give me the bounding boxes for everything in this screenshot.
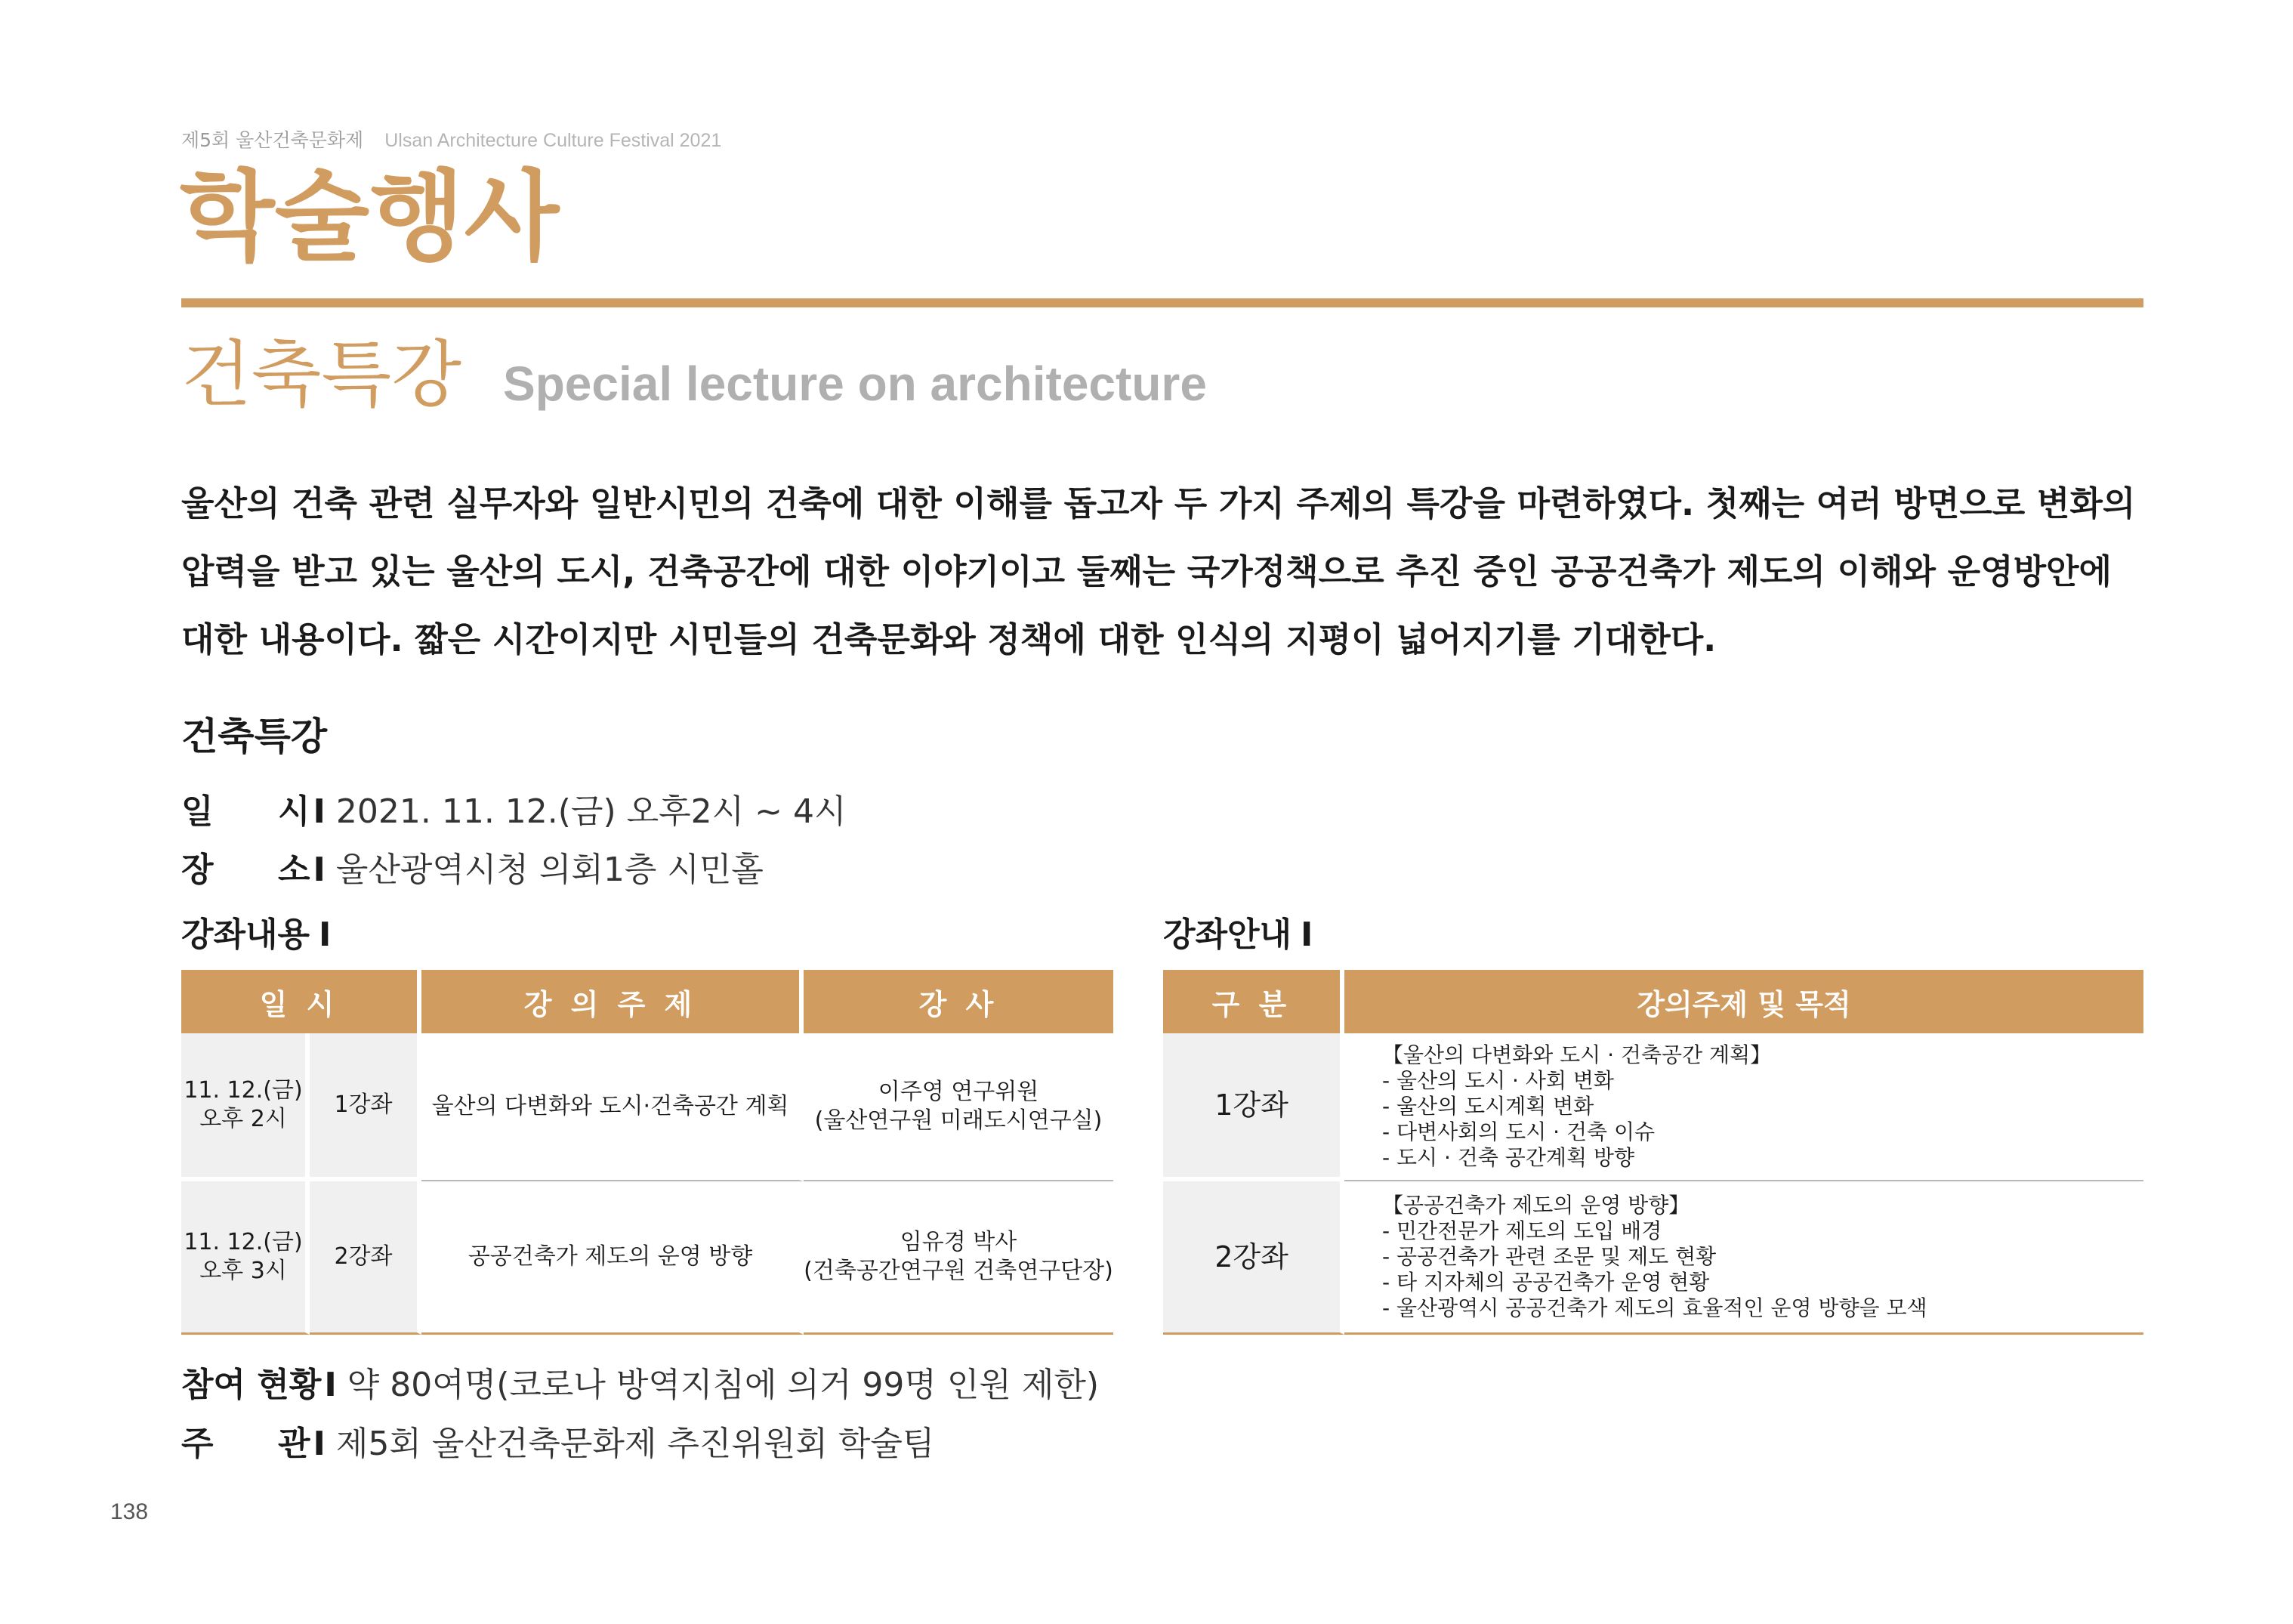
separator: I [313, 851, 326, 889]
description-line: - 울산의 도시 · 사회 변화 [1382, 1068, 1614, 1093]
lecture-guide-table [1163, 970, 2143, 1335]
lecturer-affiliation: (건축공간연구원 건축연구단장) [804, 1258, 1113, 1284]
lecture-guide-heading [1163, 915, 1313, 954]
festival-name-ko: 제5회 울산건축문화제 [181, 129, 364, 151]
lecturer-name: 임유경 박사 [900, 1229, 1017, 1255]
festival-name-en: Ulsan Architecture Culture Festival 2021 [384, 130, 722, 151]
place-value: 울산광역시청 의회1층 시민홀 [335, 851, 764, 889]
participation-row [181, 1366, 1100, 1404]
participation-value: 약 80여명(코로나 방역지침에 의거 99명 인원 제한) [347, 1366, 1100, 1404]
row-session: 1강좌 [310, 1033, 421, 1181]
row-session: 2강좌 [1163, 1181, 1344, 1335]
lecture-content-title: 강좌내용 [181, 915, 310, 954]
row-description [1344, 1033, 2143, 1181]
page-number: 138 [110, 1499, 149, 1524]
row-session: 1강좌 [1163, 1033, 1344, 1181]
lecture-section-heading: 건축특강 [181, 715, 328, 758]
header-lecturer: 강 사 [804, 970, 1113, 1033]
row-lecturer [804, 1181, 1113, 1335]
description-line: 【울산의 다변화와 도시 · 건축공간 계획】 [1382, 1042, 1772, 1067]
row-topic: 공공건축가 제도의 운영 방향 [421, 1181, 804, 1335]
separator: I [324, 1366, 337, 1404]
description-line: - 다변사회의 도시 · 건축 이슈 [1382, 1119, 1656, 1144]
organizer-value: 제5회 울산건축문화제 추진위원회 학술팀 [335, 1425, 935, 1463]
description-line: - 도시 · 건축 공간계획 방향 [1382, 1145, 1634, 1170]
description-line: - 타 지자체의 공공건축가 운영 현황 [1382, 1270, 1710, 1295]
header-date: 일 시 [181, 970, 421, 1033]
separator: I [319, 915, 332, 954]
festival-header [181, 125, 721, 153]
description-line: 【공공건축가 제도의 운영 방향】 [1382, 1193, 1690, 1218]
section-subtitle-en: Special lecture on architecture [503, 357, 1207, 411]
lecture-guide-title: 강좌안내 [1163, 915, 1292, 954]
row-session: 2강좌 [310, 1181, 421, 1335]
title-divider [181, 298, 2143, 307]
description-line: - 울산광역시 공공건축가 제도의 효율적인 운영 방향을 모색 [1382, 1295, 1927, 1320]
header-category: 구 분 [1163, 970, 1344, 1033]
organizer-row [181, 1425, 935, 1463]
table-row [181, 1033, 1113, 1181]
participation-label: 참여 현황 [181, 1366, 322, 1404]
header-topic-purpose: 강의주제 및 목적 [1344, 970, 2143, 1033]
row-lecturer [804, 1033, 1113, 1181]
section-subtitle-ko: 건축특강 [181, 332, 461, 417]
separator: I [313, 1425, 326, 1463]
date-label-1: 일 [181, 792, 214, 831]
row-topic: 울산의 다변화와 도시·건축공간 계획 [421, 1033, 804, 1181]
table-header-row [181, 970, 1113, 1033]
header-topic: 강 의 주 제 [421, 970, 804, 1033]
row-date-time: 오후 3시 [199, 1258, 287, 1284]
lecture-content-table [181, 970, 1113, 1335]
organizer-label-2: 관 [278, 1425, 310, 1463]
table-row [181, 1181, 1113, 1335]
description-line: - 공공건축가 관련 조문 및 제도 현황 [1382, 1244, 1717, 1269]
intro-line: 압력을 받고 있는 울산의 도시, 건축공간에 대한 이야기이고 둘째는 국가정책으로 추진 중인 공공건축가 제도의 이해와 운영방안에 [181, 551, 2112, 591]
place-label-1: 장 [181, 851, 214, 889]
page-title: 학술행사 [180, 159, 560, 274]
row-description [1344, 1181, 2143, 1335]
table-row [1163, 1033, 2143, 1181]
place-info-row [181, 851, 764, 889]
row-date [181, 1033, 310, 1181]
date-info-row [181, 792, 847, 831]
row-date-day: 11. 12.(금) [184, 1077, 303, 1104]
intro-line: 울산의 건축 관련 실무자와 일반시민의 건축에 대한 이해를 돕고자 두 가지 주제의 특강을 마련하였다. 첫째는 여러 방면으로 변화의 [181, 483, 2136, 523]
row-date-time: 오후 2시 [199, 1106, 287, 1132]
description-line: - 민간전문가 제도의 도입 배경 [1382, 1218, 1662, 1243]
place-label-2: 소 [278, 851, 310, 889]
row-date [181, 1181, 310, 1335]
lecturer-affiliation: (울산연구원 미래도시연구실) [814, 1107, 1103, 1134]
lecturer-name: 이주영 연구위원 [878, 1079, 1039, 1105]
separator: I [1301, 915, 1313, 954]
organizer-label-1: 주 [181, 1425, 214, 1463]
intro-line: 대한 내용이다. 짧은 시간이지만 시민들의 건축문화와 정책에 대한 인식의 지평이 넓어지기를 기대한다. [181, 619, 1717, 659]
intro-paragraph [181, 470, 2145, 674]
date-label-2: 시 [278, 792, 310, 831]
separator: I [313, 792, 326, 831]
description-line: - 울산의 도시계획 변화 [1382, 1094, 1594, 1119]
lecture-content-heading [181, 915, 332, 954]
row-date-day: 11. 12.(금) [184, 1229, 303, 1255]
table-row [1163, 1181, 2143, 1335]
date-value: 2021. 11. 12.(금) 오후2시 ~ 4시 [335, 792, 847, 831]
table-header-row [1163, 970, 2143, 1033]
